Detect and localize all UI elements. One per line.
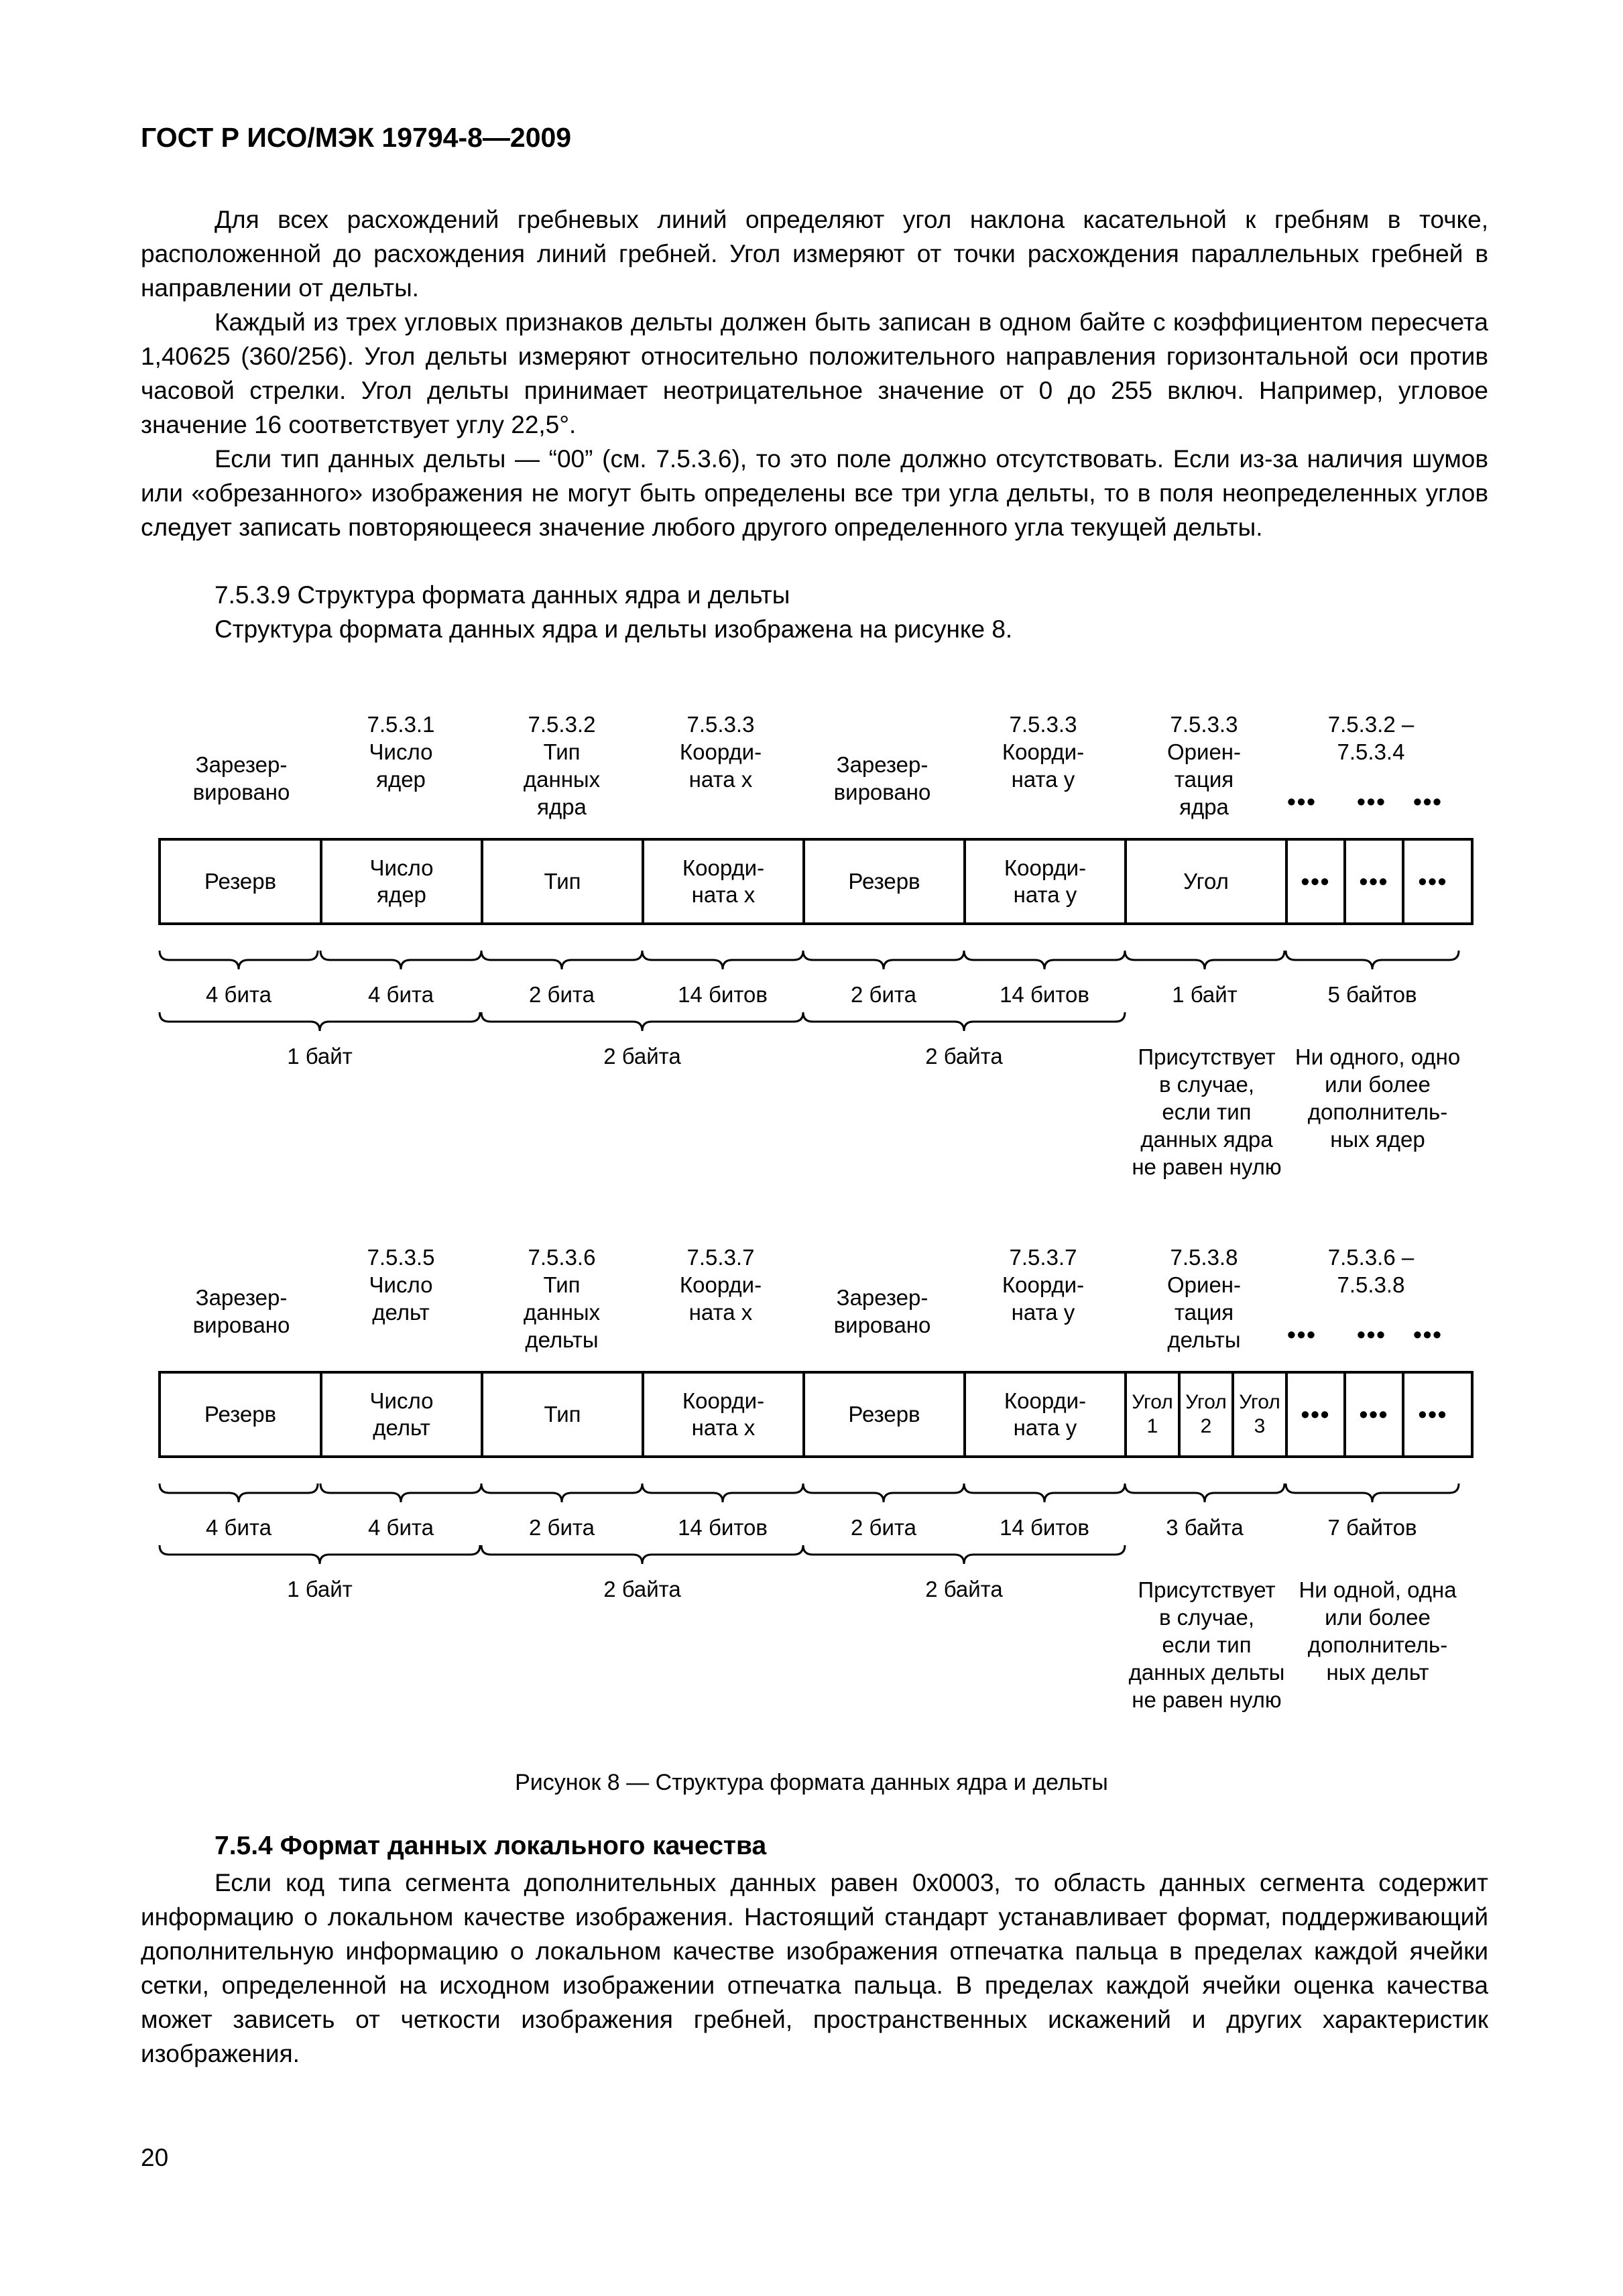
page-number: 20 (141, 2144, 169, 2171)
core-dots-3: ••• (1413, 788, 1443, 815)
delta-group-3: 2 байта (925, 1577, 1003, 1602)
delta-size-7: 3 байта (1166, 1515, 1244, 1540)
delta-size-6: 14 битов (1000, 1515, 1089, 1540)
delta-dots-2: ••• (1357, 1321, 1386, 1348)
delta-cell-reserved1: Резерв (161, 1374, 322, 1455)
core-brace-field-3 (481, 951, 642, 969)
core-size-3: 2 бита (529, 982, 595, 1007)
core-size-7: 1 байт (1172, 982, 1238, 1007)
core-label-reserved2: Зарезер- вировано (833, 752, 931, 804)
core-brace-group-1 (160, 1012, 480, 1031)
delta-size-4: 14 битов (678, 1515, 768, 1540)
delta-brace-group-2 (481, 1545, 803, 1564)
document-header: ГОСТ Р ИСО/МЭК 19794-8—2009 (141, 122, 572, 153)
section-heading-7-5-3-9: 7.5.3.9 Структура формата данных ядра и дельты (215, 581, 790, 609)
delta-size-1: 4 бита (206, 1515, 272, 1540)
core-group-1: 1 байт (287, 1044, 353, 1069)
delta-note-present: Присутствует в случае, если тип данных дельты не равен нулю (1128, 1577, 1285, 1712)
core-brace-group-2 (481, 1012, 803, 1031)
delta-brace-field-1 (160, 1484, 318, 1502)
delta-brace-group-1 (160, 1545, 480, 1564)
delta-brace-field-8 (1286, 1484, 1459, 1502)
delta-cell-angle1: Угол 1 (1127, 1374, 1181, 1455)
delta-label-reserved2: Зарезер- вировано (833, 1285, 931, 1337)
core-dots-2: ••• (1357, 788, 1386, 815)
core-brace-field-8 (1286, 951, 1459, 969)
delta-brace-field-7 (1125, 1484, 1284, 1502)
delta-cell-angle2: Угол 2 (1181, 1374, 1234, 1455)
core-size-4: 14 битов (678, 982, 768, 1007)
core-size-8: 5 байтов (1327, 982, 1417, 1007)
delta-label-repeat: 7.5.3.6 – 7.5.3.8 (1327, 1245, 1415, 1297)
delta-label-y: 7.5.3.7 Коорди- ната y (1002, 1245, 1085, 1325)
delta-cell-angle3: Угол 3 (1234, 1374, 1288, 1455)
delta-dots-1: ••• (1287, 1321, 1317, 1348)
delta-brace-field-5 (803, 1484, 964, 1502)
paragraph-1: Для всех расхождений гребневых линий определяют угол наклона касательной к гребням в точке, расположенной до расхождения линий гребней. Угол измеряют от точки расхождения параллельных гребней в направлении от дельты. (141, 206, 1488, 302)
delta-size-5: 2 бита (851, 1515, 916, 1540)
core-label-y: 7.5.3.3 Коорди- ната y (1002, 712, 1085, 792)
subsection-paragraph: Если код типа сегмента дополнительных данных равен 0x0003, то область данных сегмента содержит информацию о локальном качестве изображения. Настоящий стандарт устанавливает формат, поддерживающий дополнительную информацию о локальном качестве изображения отпечатка пальца в пределах каждой ячейки сетки, определенной на исходном изображении отпечатка пальца. В пределах каждой ячейки оценка качества может зависеть от четкости изображения гребней, пространственных искажений и других характеристик изображения. (141, 1869, 1488, 2067)
delta-cell-x: Коорди- ната x (644, 1374, 805, 1455)
delta-cell-reserved2: Резерв (805, 1374, 966, 1455)
core-brace-field-7 (1125, 951, 1284, 969)
delta-label-type: 7.5.3.6 Тип данных дельты (523, 1245, 601, 1352)
delta-brace-field-3 (481, 1484, 642, 1502)
core-cell-count: Число ядер (322, 841, 483, 922)
delta-cell-dots-3: ••• (1418, 1400, 1448, 1428)
core-label-type: 7.5.3.2 Тип данных ядра (523, 712, 601, 819)
core-brace-field-5 (803, 951, 964, 969)
core-dots-1: ••• (1287, 788, 1317, 815)
core-group-2: 2 байта (603, 1044, 681, 1069)
delta-brace-field-2 (320, 1484, 481, 1502)
core-cell-type: Тип (483, 841, 644, 922)
core-brace-field-4 (642, 951, 803, 969)
delta-size-2: 4 бита (368, 1515, 434, 1540)
delta-brace-field-4 (642, 1484, 803, 1502)
delta-cell-dots-1: ••• (1288, 1374, 1346, 1455)
core-cell-dots-3: ••• (1418, 867, 1448, 895)
core-cell-reserved2: Резерв (805, 841, 966, 922)
delta-brace-group-3 (803, 1545, 1125, 1564)
delta-dots-3: ••• (1413, 1321, 1443, 1348)
core-cell-dots-1: ••• (1288, 841, 1346, 922)
core-label-x: 7.5.3.3 Коорди- ната x (679, 712, 762, 792)
core-size-1: 4 бита (206, 982, 272, 1007)
delta-cell-y: Коорди- ната y (966, 1374, 1127, 1455)
core-cell-reserved1: Резерв (161, 841, 322, 922)
core-label-reserved1: Зарезер- вировано (192, 752, 290, 804)
core-brace-field-1 (160, 951, 318, 969)
delta-size-3: 2 бита (529, 1515, 595, 1540)
core-brace-field-2 (320, 951, 481, 969)
core-cell-angle: Угол (1127, 841, 1288, 922)
delta-brace-field-6 (964, 1484, 1125, 1502)
figure-caption: Рисунок 8 — Структура формата данных ядра и дельты (515, 1770, 1108, 1795)
paragraph-2: Каждый из трех угловых признаков дельты должен быть записан в одном байте с коэффициентом пересчета 1,40625 (360/256). Угол дельты измеряют относительно положительного направления горизонтальной оси против часовой стрелки. Угол дельты принимает неотрицательное значение от 0 до 255 включ. Например, угловое значение 16 соответствует углу 22,5°. (141, 308, 1488, 438)
delta-cell-dots-2: ••• (1346, 1374, 1404, 1455)
delta-label-count: 7.5.3.5 Число дельт (367, 1245, 435, 1325)
core-size-5: 2 бита (851, 982, 916, 1007)
delta-label-orient: 7.5.3.8 Ориен- тация дельты (1166, 1245, 1242, 1352)
core-brace-field-6 (964, 951, 1125, 969)
delta-cell-count: Число дельт (322, 1374, 483, 1455)
core-label-orient: 7.5.3.3 Ориен- тация ядра (1166, 712, 1242, 819)
core-note-present: Присутствует в случае, если тип данных ядра не равен нулю (1132, 1044, 1282, 1179)
core-size-2: 4 бита (368, 982, 434, 1007)
core-group-3: 2 байта (925, 1044, 1003, 1069)
core-label-repeat: 7.5.3.2 – 7.5.3.4 (1327, 712, 1415, 764)
subsection-title: 7.5.4 Формат данных локального качества (215, 1831, 767, 1860)
delta-group-2: 2 байта (603, 1577, 681, 1602)
core-label-count: 7.5.3.1 Число ядер (367, 712, 435, 792)
delta-cell-type: Тип (483, 1374, 644, 1455)
delta-label-reserved1: Зарезер- вировано (192, 1285, 290, 1337)
figure-intro: Структура формата данных ядра и дельты изображена на рисунке 8. (215, 615, 1013, 643)
delta-note-more: Ни одной, одна или более дополнитель- ных дельт (1299, 1577, 1457, 1685)
core-cell-x: Коорди- ната x (644, 841, 805, 922)
delta-size-8: 7 байтов (1327, 1515, 1417, 1540)
core-cell-dots-2: ••• (1346, 841, 1404, 922)
core-note-more: Ни одного, одно или более дополнитель- ных ядер (1295, 1044, 1461, 1152)
core-brace-group-3 (803, 1012, 1125, 1031)
delta-group-1: 1 байт (287, 1577, 353, 1602)
paragraph-3: Если тип данных дельты — “00” (см. 7.5.3.6), то это поле должно отсутствовать. Если из-за наличия шумов или «обрезанного» изображения не могут быть определены все три угла дельты, то в поля неопределенных углов следует записать повторяющееся значение любого другого определенного угла текущей дельты. (141, 445, 1488, 541)
core-size-6: 14 битов (1000, 982, 1089, 1007)
core-cell-y: Коорди- ната y (966, 841, 1127, 922)
delta-label-x: 7.5.3.7 Коорди- ната x (679, 1245, 762, 1325)
